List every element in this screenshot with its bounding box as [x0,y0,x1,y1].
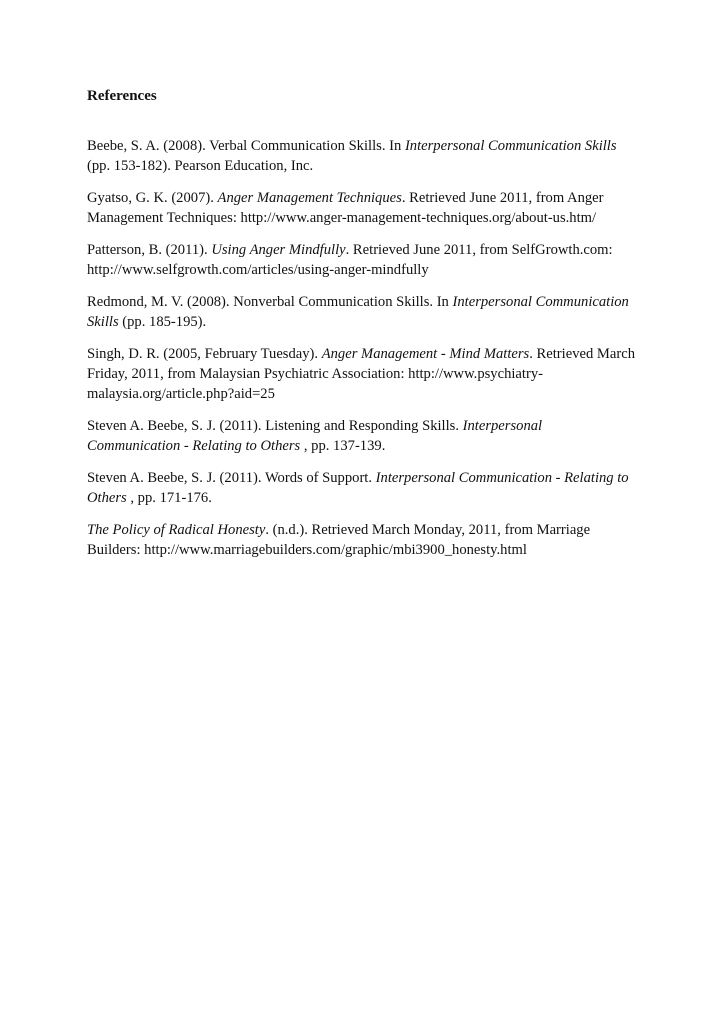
reference-entry [87,292,652,332]
reference-text: Steven A. Beebe, S. J. (2011). Listening and Responding Skills. [87,418,463,434]
reference-text: Friday, 2011, from Malaysian Psychiatric Association: http://www.psychiatry- [87,366,543,382]
references-heading: References [87,88,157,104]
reference-italic-text: Interpersonal [462,418,543,434]
reference-italic-text: Interpersonal Communication [452,294,629,310]
reference-italic-text: Skills [87,314,119,330]
reference-italic-text: Communication - Relating to Others [87,438,301,454]
reference-italic-text: Interpersonal Communication - Relating to [375,470,629,486]
reference-text: . (n.d.). Retrieved March Monday, 2011, from Marriage [265,522,591,538]
reference-text: Singh, D. R. (2005, February Tuesday). [87,346,322,362]
reference-text: . Retrieved June 2011, from Anger [401,190,604,206]
reference-line [87,292,652,312]
reference-line [87,468,652,488]
reference-italic-text: Anger Management Techniques [217,190,402,206]
reference-text: Patterson, B. (2011). [87,242,212,258]
reference-line [87,488,652,508]
reference-entry [87,188,652,228]
reference-text: Redmond, M. V. (2008). Nonverbal Communication Skills. In [87,294,453,310]
reference-line [87,344,652,364]
reference-text: . Retrieved June 2011, from SelfGrowth.com: [345,242,613,258]
reference-text: (pp. 185-195). [118,314,207,330]
reference-line [87,208,652,228]
reference-text: , pp. 171-176. [126,490,212,506]
reference-line [87,260,652,280]
reference-entry [87,416,652,456]
reference-italic-text: The Policy of Radical Honesty [87,522,266,538]
reference-text: , pp. 137-139. [300,438,386,454]
reference-text: Beebe, S. A. (2008). Verbal Communication Skills. In [87,138,405,154]
reference-entry [87,520,652,560]
reference-text: (pp. 153-182). Pearson Education, Inc. [87,158,314,174]
reference-line [87,188,652,208]
reference-text: Steven A. Beebe, S. J. (2011). Words of Support. [87,470,376,486]
reference-line [87,312,652,332]
reference-entry [87,468,652,508]
reference-line [87,436,652,456]
reference-italic-text: Interpersonal Communication Skills [404,138,617,154]
reference-line [87,384,652,404]
reference-line [87,240,652,260]
reference-entry [87,136,652,176]
reference-text: Builders: http://www.marriagebuilders.com/graphic/mbi3900_honesty.html [87,542,527,558]
reference-italic-text: Anger Management - Mind Matters [321,346,530,362]
reference-line [87,540,652,560]
reference-text: Management Techniques: http://www.anger-management-techniques.org/about-us.htm/ [87,210,597,226]
reference-line [87,520,652,540]
reference-entry [87,240,652,280]
reference-text: . Retrieved March [529,346,635,362]
reference-line [87,416,652,436]
reference-italic-text: Others [87,490,127,506]
reference-line [87,136,652,156]
reference-text: malaysia.org/article.php?aid=25 [87,386,275,402]
reference-line [87,364,652,384]
reference-text: Gyatso, G. K. (2007). [87,190,218,206]
reference-text: http://www.selfgrowth.com/articles/using-anger-mindfully [87,262,429,278]
reference-entry [87,344,652,404]
reference-list [87,136,652,572]
reference-line [87,156,652,176]
reference-italic-text: Using Anger Mindfully [211,242,346,258]
